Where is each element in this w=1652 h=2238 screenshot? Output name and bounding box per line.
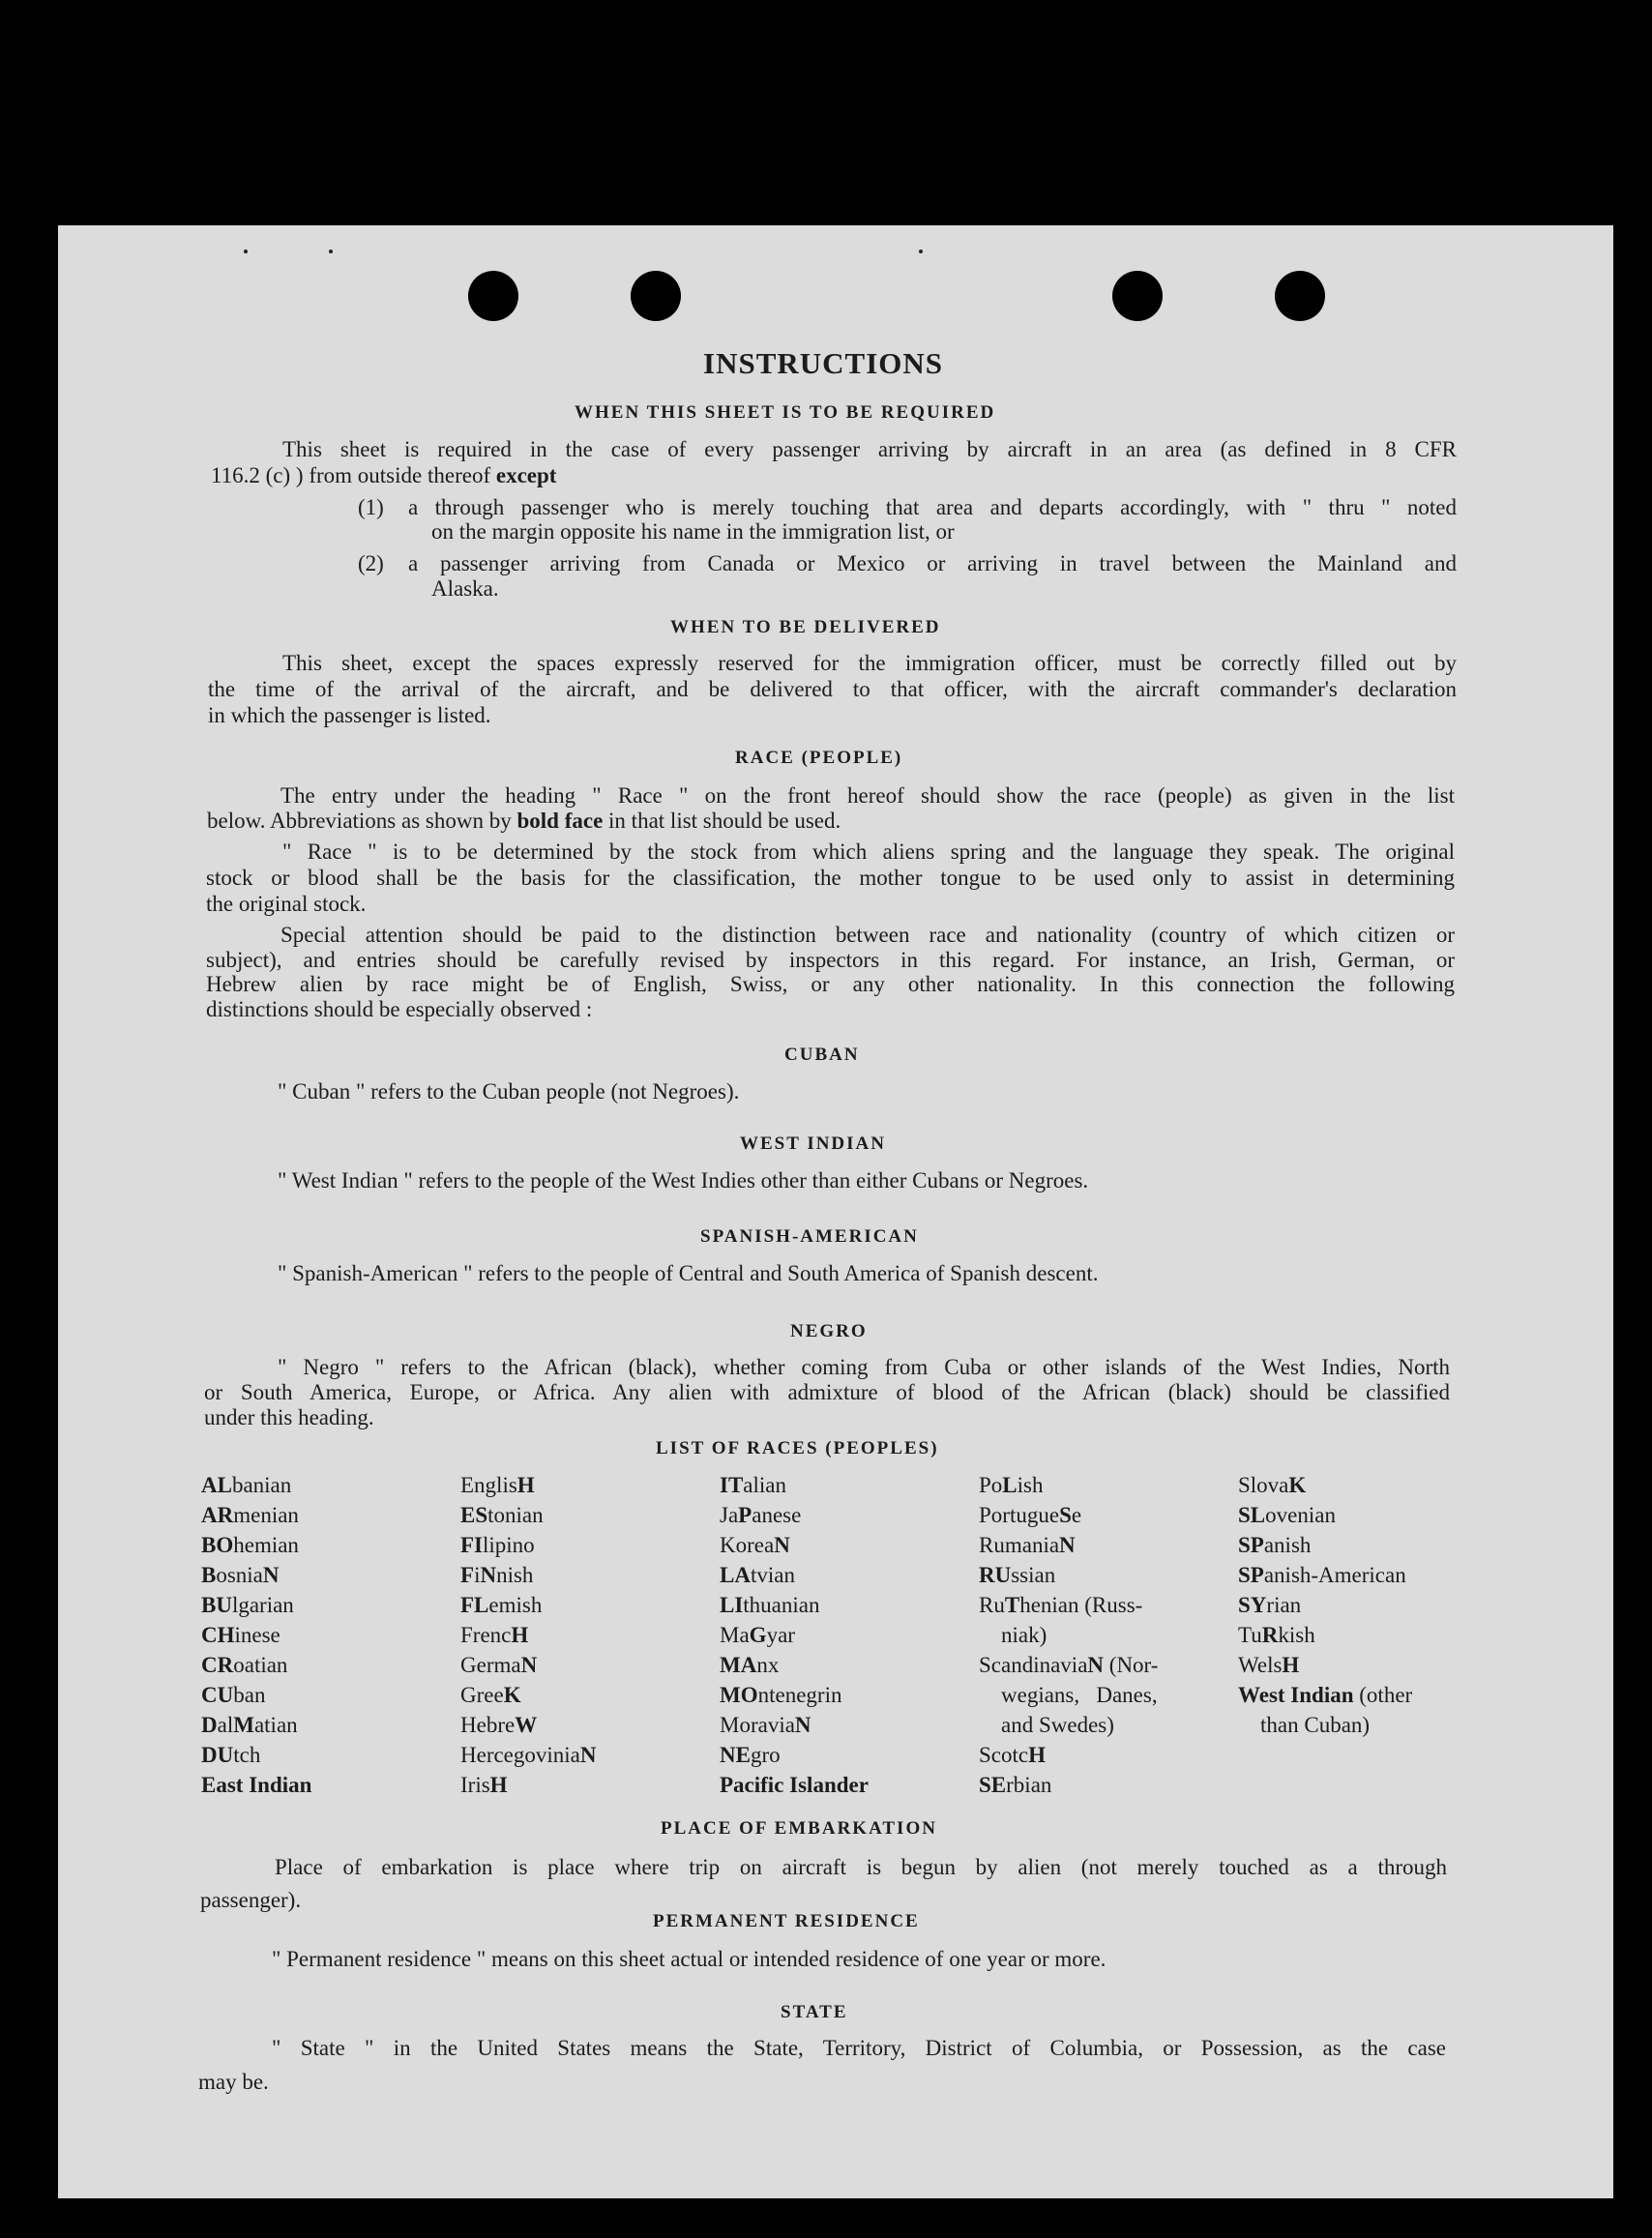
race-entry: LIthuanian [720,1593,820,1617]
race-entry: FrencH [460,1623,529,1647]
paragraph-line: under this heading. [204,1405,374,1429]
punch-hole [631,271,681,321]
race-entry: MoraviaN [720,1713,811,1737]
race-entry: RumaniaN [979,1533,1076,1557]
race-entry: ITalian [720,1473,786,1497]
race-entry: ALbanian [201,1473,292,1497]
heading-negro: NEGRO [790,1321,868,1341]
race-entry: East Indian [201,1773,312,1797]
item-line: Alaska. [431,576,499,601]
paragraph-line: the time of the arrival of the aircraft, and be delivered to that officer, with the aircraft commander's declaration [208,677,1457,701]
item-line: on the margin opposite his name in the immigration list, or [431,519,955,544]
race-entry: KoreaN [720,1533,790,1557]
race-entry: SPanish [1238,1533,1312,1557]
race-entry: SLovenian [1238,1503,1336,1527]
race-entry: MaGyar [720,1623,795,1647]
paragraph-line: The entry under the heading " Race " on the front hereof should show the race (people) as given in the list [280,783,1455,808]
race-entry: SErbian [979,1773,1052,1797]
race-entry: HebreW [460,1713,538,1737]
race-entry: JaPanese [720,1503,802,1527]
definition-text: " Permanent residence " means on this sheet actual or intended residence of one year or more. [272,1947,1106,1971]
heading-west-indian: WEST INDIAN [740,1134,886,1154]
race-entry: HercegoviniaN [460,1743,597,1767]
paragraph-line: in which the passenger is listed. [208,703,491,727]
race-entry: SPanish-American [1238,1563,1406,1587]
heading-spanish-american: SPANISH-AMERICAN [700,1226,919,1247]
speck [244,250,248,253]
heading-residence: PERMANENT RESIDENCE [653,1911,920,1931]
race-entry: MAnx [720,1653,780,1677]
race-entry: SlovaK [1238,1473,1307,1497]
punch-hole [1112,271,1163,321]
races-column [1238,1470,1412,1740]
item-number: (1) [358,495,384,519]
heading-state: STATE [781,2002,848,2022]
paragraph-line: below. Abbreviations as shown by bold face in that list should be used. [207,809,841,833]
race-entry: West Indian (other [1238,1683,1413,1707]
race-entry: MOntenegrin [720,1683,842,1707]
race-entry: ARmenian [201,1503,299,1527]
race-entry: RuThenian (Russ- [979,1593,1143,1617]
heading-when-required: WHEN THIS SHEET IS TO BE REQUIRED [575,402,996,423]
paragraph-line: may be. [198,2070,269,2094]
race-entry: niak) [979,1623,1047,1647]
punch-hole [1275,271,1325,321]
race-entry: IrisH [460,1773,508,1797]
punch-hole [468,271,518,321]
race-entry: SYrian [1238,1593,1302,1617]
race-entry: CUban [201,1683,266,1707]
race-entry: RUssian [979,1563,1056,1587]
races-column [979,1470,1158,1800]
race-entry: CHinese [201,1623,280,1647]
paragraph-line: subject), and entries should be carefully revised by inspectors in this regard. For instance, an Irish, German, or [206,948,1455,972]
race-entry: EnglisH [460,1473,535,1497]
race-entry: TuRkish [1238,1623,1315,1647]
paragraph-line: passenger). [200,1888,302,1912]
race-entry: PoLish [979,1473,1044,1497]
race-entry: CRoatian [201,1653,288,1677]
paragraph-line: This sheet is required in the case of every passenger arriving by aircraft in an area (as defined in 8 CFR [282,437,1457,461]
paragraph-line: " State " in the United States means the State, Territory, District of Columbia, or Possession, as the case [272,2036,1446,2060]
race-entry: than Cuban) [1238,1713,1371,1737]
race-entry: FiNnish [460,1563,534,1587]
item-line: a passenger arriving from Canada or Mexico or arriving in travel between the Mainland and [408,551,1457,575]
paragraph-line: " Race " is to be determined by the stock from which aliens spring and the language they speak. The original [282,839,1455,864]
race-entry: wegians, Danes, [979,1683,1158,1707]
paragraph-line: This sheet, except the spaces expressly reserved for the immigration officer, must be correctly filled out by [282,651,1457,675]
race-entry: DalMatian [201,1713,298,1737]
speck [919,250,923,253]
race-entry: FIlipino [460,1533,535,1557]
paragraph-line: Place of embarkation is place where trip on aircraft is begun by alien (not merely touched as a through [275,1855,1447,1879]
race-entry: BUlgarian [201,1593,294,1617]
race-entry: BosniaN [201,1563,280,1587]
paragraph-line: Special attention should be paid to the distinction between race and nationality (country of which citizen or [280,923,1455,947]
race-entry: WelsH [1238,1653,1300,1677]
heading-embarkation: PLACE OF EMBARKATION [661,1818,937,1839]
races-column [201,1470,311,1800]
item-line: a through passenger who is merely touching that area and departs accordingly, with " thru " noted [408,495,1457,519]
definition-text: " Spanish-American " refers to the people of Central and South America of Spanish descent. [278,1261,1099,1285]
paragraph-line: Hebrew alien by race might be of English, Swiss, or any other nationality. In this connection the following [206,972,1455,996]
race-entry: LAtvian [720,1563,795,1587]
heading-cuban: CUBAN [784,1045,860,1065]
races-table [201,1470,1459,1809]
paragraph-line: distinctions should be especially observed : [206,997,593,1021]
race-entry: ScandinaviaN (Nor- [979,1653,1159,1677]
race-entry: FLemish [460,1593,543,1617]
race-entry: BOhemian [201,1533,299,1557]
item-number: (2) [358,551,384,575]
page-title: INSTRUCTIONS [703,346,944,380]
races-column [460,1470,597,1800]
paragraph-line: or South America, Europe, or Africa. Any alien with admixture of blood of the African (black) should be classified [204,1380,1450,1404]
race-entry: PortugueSe [979,1503,1082,1527]
race-entry: EStonian [460,1503,544,1527]
race-entry: ScotcH [979,1743,1046,1767]
speck [329,250,333,253]
paragraph-line: the original stock. [206,892,367,916]
race-entry: DUtch [201,1743,261,1767]
paragraph-line: " Negro " refers to the African (black), whether coming from Cuba or other islands of the West Indies, North [278,1355,1450,1379]
race-entry: GreeK [460,1683,521,1707]
heading-list-of-races: LIST OF RACES (PEOPLES) [656,1438,939,1458]
definition-text: " Cuban " refers to the Cuban people (not Negroes). [278,1079,740,1104]
definition-text: " West Indian " refers to the people of the West Indies other than either Cubans or Negroes. [278,1168,1089,1193]
paragraph-line: 116.2 (c) ) from outside thereof except [211,463,557,487]
heading-race: RACE (PEOPLE) [735,748,903,768]
race-entry: GermaN [460,1653,538,1677]
paragraph-line: stock or blood shall be the basis for the classification, the mother tongue to be used only to assist in determining [206,866,1455,890]
race-entry: NEgro [720,1743,781,1767]
race-entry: Pacific Islander [720,1773,869,1797]
heading-when-delivered: WHEN TO BE DELIVERED [670,617,941,637]
race-entry: and Swedes) [979,1713,1114,1737]
races-column [720,1470,869,1800]
